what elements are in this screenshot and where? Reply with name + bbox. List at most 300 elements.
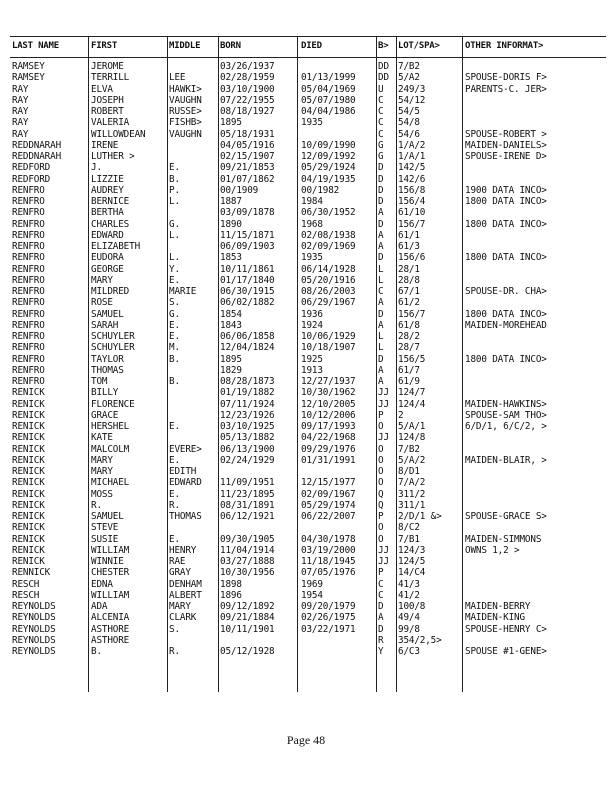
cell-first-name: AUDREY	[91, 184, 124, 196]
cell-died: 12/15/1977	[301, 477, 356, 489]
cell-b: C	[378, 128, 384, 140]
cell-last-name: RENFRO	[12, 342, 45, 354]
cell-b: C	[378, 578, 384, 590]
cell-first-name: EDWARD	[91, 229, 124, 241]
cell-born: 08/18/1927	[220, 106, 275, 117]
cell-last-name: RENFRO	[12, 218, 45, 230]
cell-first-name: JOSEPH	[91, 94, 124, 106]
cell-b: O	[378, 466, 384, 477]
cell-died: 09/17/1993	[301, 421, 356, 432]
header-last-name: LAST NAME	[12, 41, 59, 51]
cell-born: 01/17/1840	[220, 274, 275, 286]
cell-other-info: SPOUSE-DORIS F>	[465, 72, 547, 84]
cell-middle-name: VAUGHN	[169, 94, 202, 106]
cell-b: P	[378, 409, 384, 421]
table-row	[10, 84, 606, 95]
cell-first-name: BERTHA	[91, 207, 124, 219]
cell-died: 04/04/1986	[301, 106, 356, 117]
table-row	[10, 354, 606, 365]
cell-lot: 124/3	[398, 544, 426, 556]
cell-lot: 7/B2	[398, 443, 420, 455]
cell-b: DD	[378, 72, 389, 84]
cell-born: 1854	[220, 308, 242, 320]
table-row	[10, 61, 606, 72]
cell-b: L	[378, 274, 384, 286]
cell-b: A	[378, 612, 384, 624]
cell-other-info: MAIDEN-KING	[465, 612, 525, 624]
cell-first-name: ASTHORE	[91, 623, 130, 635]
cell-lot: 156/5	[398, 353, 426, 365]
header-died: DIED	[301, 41, 322, 51]
cell-first-name: FLORENCE	[91, 398, 135, 410]
cell-other-info: 1800 DATA INCO>	[465, 252, 547, 264]
cell-first-name: MOSS	[91, 488, 113, 500]
cell-last-name: REDDNARAH	[12, 151, 62, 162]
cell-lot: 156/8	[398, 184, 426, 196]
cell-b: JJ	[378, 544, 389, 556]
cell-other-info: 1900 DATA INCO>	[465, 184, 547, 196]
cell-lot: 156/7	[398, 218, 426, 230]
cell-middle-name: MARIE	[169, 286, 197, 297]
header-lot: LOT/SPA>	[398, 41, 440, 51]
cell-lot: 28/1	[398, 263, 420, 275]
cell-middle-name: RUSSE>	[169, 106, 202, 117]
table-row	[10, 387, 606, 398]
cell-first-name: KATE	[91, 432, 113, 444]
cell-died: 1935	[301, 117, 323, 129]
cell-died: 08/26/2003	[301, 286, 356, 297]
cell-first-name: ROBERT	[91, 106, 124, 117]
cell-middle-name: L.	[169, 196, 180, 207]
cell-born: 06/02/1882	[220, 297, 275, 309]
cell-died: 03/22/1971	[301, 623, 356, 635]
cell-last-name: RAMSEY	[12, 72, 45, 84]
cell-born: 1898	[220, 578, 242, 590]
cell-middle-name: B.	[169, 173, 180, 185]
table-row	[10, 635, 606, 646]
cell-b: C	[378, 117, 384, 129]
cell-lot: 6/C3	[398, 646, 420, 657]
cell-born: 04/05/1916	[220, 139, 275, 151]
cell-lot: 142/5	[398, 162, 426, 174]
cell-middle-name: FISHB>	[169, 117, 202, 129]
cell-middle-name: L.	[169, 229, 180, 241]
cell-first-name: R.	[91, 499, 102, 511]
cell-b: Q	[378, 488, 384, 500]
cell-lot: 7/B1	[398, 533, 420, 545]
cell-middle-name: EDITH	[169, 466, 197, 477]
cell-died: 1935	[301, 252, 323, 264]
cell-b: L	[378, 263, 384, 275]
cell-last-name: RENICK	[12, 421, 45, 432]
cell-died: 1969	[301, 578, 323, 590]
header-other: OTHER INFORMAT>	[465, 41, 544, 51]
table-row	[10, 466, 606, 477]
cell-first-name: WINNIE	[91, 556, 124, 567]
cell-born: 08/28/1873	[220, 376, 275, 387]
cell-b: U	[378, 83, 384, 95]
cell-other-info: 1800 DATA INCO>	[465, 353, 547, 365]
cell-lot: 156/6	[398, 252, 426, 264]
cell-first-name: WILLOWDEAN	[91, 128, 146, 140]
cell-middle-name: EVERE>	[169, 443, 202, 455]
cell-last-name: REYNOLDS	[12, 634, 56, 646]
cell-born: 08/31/1891	[220, 499, 275, 511]
cell-lot: 14/C4	[398, 567, 426, 579]
cell-born: 11/09/1951	[220, 477, 275, 489]
cell-middle-name: S.	[169, 623, 180, 635]
cell-b: D	[378, 162, 384, 174]
cell-middle-name: B.	[169, 353, 180, 365]
cell-other-info: 1800 DATA INCO>	[465, 196, 547, 207]
cell-last-name: RENICK	[12, 443, 45, 455]
cell-last-name: RENFRO	[12, 286, 45, 297]
cell-lot: 5/A/1	[398, 421, 426, 432]
cell-died: 1936	[301, 308, 323, 320]
cell-last-name: RENICK	[12, 454, 45, 466]
cell-middle-name: LEE	[169, 72, 186, 84]
header-middle: MIDDLE	[169, 41, 201, 51]
table-row	[10, 241, 606, 252]
table-row	[10, 174, 606, 185]
table-row	[10, 342, 606, 353]
cell-lot: 67/1	[398, 286, 420, 297]
table-body	[10, 61, 606, 657]
cell-middle-name: E.	[169, 162, 180, 174]
cell-b: Y	[378, 646, 384, 657]
header-top-rule	[10, 36, 606, 37]
cell-born: 07/22/1955	[220, 94, 275, 106]
table-row	[10, 534, 606, 545]
cell-middle-name: P.	[169, 184, 180, 196]
table-row	[10, 376, 606, 387]
cell-b: G	[378, 151, 384, 162]
table-row	[10, 500, 606, 511]
cell-last-name: RENFRO	[12, 184, 45, 196]
cell-b: C	[378, 286, 384, 297]
table-row	[10, 151, 606, 162]
cell-first-name: ELIZABETH	[91, 241, 141, 252]
cell-born: 00/1909	[220, 184, 259, 196]
table-header	[10, 36, 606, 58]
cell-b: A	[378, 241, 384, 252]
cell-lot: 61/8	[398, 319, 420, 331]
cell-last-name: RENICK	[12, 556, 45, 567]
cell-b: D	[378, 173, 384, 185]
cell-other-info: PARENTS-C. JER>	[465, 83, 547, 95]
cell-middle-name: E.	[169, 488, 180, 500]
cell-lot: 61/10	[398, 207, 426, 219]
cell-first-name: SAMUEL	[91, 511, 124, 522]
cell-middle-name: R.	[169, 646, 180, 657]
cell-first-name: MARY	[91, 274, 113, 286]
cell-other-info: SPOUSE-DR. CHA>	[465, 286, 547, 297]
table-row	[10, 455, 606, 466]
cell-middle-name: E.	[169, 331, 180, 342]
cell-middle-name: E.	[169, 274, 180, 286]
cell-b: D	[378, 623, 384, 635]
cell-first-name: MARY	[91, 454, 113, 466]
cell-last-name: RENFRO	[12, 364, 45, 376]
cell-b: D	[378, 218, 384, 230]
cell-lot: 156/4	[398, 196, 426, 207]
cell-first-name: CHARLES	[91, 218, 130, 230]
cell-lot: 1/A/2	[398, 139, 426, 151]
cell-lot: 41/3	[398, 578, 420, 590]
cell-middle-name: EDWARD	[169, 477, 202, 489]
cell-middle-name: DENHAM	[169, 578, 202, 590]
cell-lot: 99/8	[398, 623, 420, 635]
cell-b: O	[378, 522, 384, 534]
cell-first-name: EUDORA	[91, 252, 124, 264]
cell-last-name: RENICK	[12, 511, 45, 522]
cell-b: D	[378, 353, 384, 365]
cell-b: O	[378, 421, 384, 432]
table-row	[10, 579, 606, 590]
cell-first-name: HERSHEL	[91, 421, 130, 432]
cell-died: 02/26/1975	[301, 612, 356, 624]
cell-last-name: RAY	[12, 117, 29, 129]
cell-lot: 249/3	[398, 83, 426, 95]
cell-first-name: GEORGE	[91, 263, 124, 275]
cell-lot: 28/2	[398, 331, 420, 342]
cell-born: 1829	[220, 364, 242, 376]
cell-first-name: ASTHORE	[91, 634, 130, 646]
cell-died: 1913	[301, 364, 323, 376]
cell-other-info: MAIDEN-SIMMONS	[465, 533, 542, 545]
cell-b: A	[378, 319, 384, 331]
cell-b: C	[378, 106, 384, 117]
cell-other-info: SPOUSE-IRENE D>	[465, 151, 547, 162]
cell-first-name: ADA	[91, 601, 108, 612]
table-row	[10, 399, 606, 410]
cell-other-info: 1800 DATA INCO>	[465, 308, 547, 320]
table-row	[10, 444, 606, 455]
cell-lot: 54/5	[398, 106, 420, 117]
cell-lot: 311/1	[398, 499, 426, 511]
cell-born: 01/19/1882	[220, 387, 275, 399]
cell-lot: 54/12	[398, 94, 426, 106]
cell-lot: 61/9	[398, 376, 420, 387]
cell-first-name: EDNA	[91, 578, 113, 590]
cell-lot: 28/8	[398, 274, 420, 286]
cell-lot: 61/1	[398, 229, 420, 241]
cell-died: 00/1982	[301, 184, 340, 196]
cell-other-info: SPOUSE-HENRY C>	[465, 623, 547, 635]
cell-first-name: LIZZIE	[91, 173, 124, 185]
cell-died: 10/12/2006	[301, 409, 356, 421]
cell-died: 05/20/1916	[301, 274, 356, 286]
cell-last-name: RENICK	[12, 432, 45, 444]
table-row	[10, 219, 606, 230]
cell-first-name: SUSIE	[91, 533, 119, 545]
cell-b: JJ	[378, 387, 389, 399]
cell-last-name: RENFRO	[12, 196, 45, 207]
cell-other-info: SPOUSE-ROBERT >	[465, 128, 547, 140]
table-row	[10, 95, 606, 106]
cell-first-name: CHESTER	[91, 567, 130, 579]
table-row	[10, 646, 606, 657]
cell-b: R	[378, 634, 384, 646]
cell-born: 03/09/1878	[220, 207, 275, 219]
cell-lot: 100/8	[398, 601, 426, 612]
cell-born: 03/10/1900	[220, 83, 275, 95]
cell-last-name: RENFRO	[12, 376, 45, 387]
cell-first-name: SCHUYLER	[91, 331, 135, 342]
table-row	[10, 331, 606, 342]
cell-born: 09/21/1853	[220, 162, 275, 174]
cell-born: 1843	[220, 319, 242, 331]
cell-middle-name: ALBERT	[169, 589, 202, 601]
table-row	[10, 264, 606, 275]
cell-middle-name: E.	[169, 533, 180, 545]
cell-b: D	[378, 252, 384, 264]
table-row	[10, 612, 606, 623]
table-row	[10, 601, 606, 612]
table-row	[10, 196, 606, 207]
cell-middle-name: Y.	[169, 263, 180, 275]
cell-middle-name: RAE	[169, 556, 186, 567]
cell-born: 10/11/1861	[220, 263, 275, 275]
cell-died: 04/30/1978	[301, 533, 356, 545]
cell-b: O	[378, 533, 384, 545]
cell-first-name: TOM	[91, 376, 108, 387]
cell-first-name: IRENE	[91, 139, 119, 151]
table-row	[10, 230, 606, 241]
cell-first-name: B.	[91, 646, 102, 657]
cell-middle-name: GRAY	[169, 567, 191, 579]
cell-last-name: REYNOLDS	[12, 601, 56, 612]
cell-lot: 41/2	[398, 589, 420, 601]
cell-lot: 8/D1	[398, 466, 420, 477]
cell-middle-name: CLARK	[169, 612, 197, 624]
cell-died: 12/10/2005	[301, 398, 356, 410]
cell-born: 06/12/1921	[220, 511, 275, 522]
cell-middle-name: B.	[169, 376, 180, 387]
cell-b: A	[378, 229, 384, 241]
cell-last-name: RENFRO	[12, 353, 45, 365]
cell-b: A	[378, 376, 384, 387]
table-row	[10, 522, 606, 533]
cell-lot: 61/7	[398, 364, 420, 376]
cell-first-name: TERRILL	[91, 72, 130, 84]
cell-born: 06/13/1900	[220, 443, 275, 455]
cell-born: 10/11/1901	[220, 623, 275, 635]
cell-last-name: RENFRO	[12, 319, 45, 331]
cell-born: 11/04/1914	[220, 544, 275, 556]
cell-last-name: REYNOLDS	[12, 612, 56, 624]
cell-born: 12/23/1926	[220, 409, 275, 421]
cell-died: 02/09/1969	[301, 241, 356, 252]
cell-lot: 142/6	[398, 173, 426, 185]
cell-lot: 28/7	[398, 342, 420, 354]
cell-last-name: REDDNARAH	[12, 139, 62, 151]
cell-b: O	[378, 454, 384, 466]
cell-died: 10/30/1962	[301, 387, 356, 399]
cell-died: 05/29/1924	[301, 162, 356, 174]
cell-other-info: MAIDEN-BERRY	[465, 601, 531, 612]
cell-other-info: MAIDEN-DANIELS>	[465, 139, 547, 151]
cell-last-name: RENICK	[12, 544, 45, 556]
cell-last-name: RENFRO	[12, 297, 45, 309]
table-row	[10, 489, 606, 500]
cell-first-name: BERNICE	[91, 196, 130, 207]
cell-lot: 5/A2	[398, 72, 420, 84]
cell-born: 05/13/1882	[220, 432, 275, 444]
cell-died: 1968	[301, 218, 323, 230]
cell-last-name: RENFRO	[12, 274, 45, 286]
cell-born: 07/11/1924	[220, 398, 275, 410]
cell-born: 02/28/1959	[220, 72, 275, 84]
cell-died: 10/18/1907	[301, 342, 356, 354]
cell-died: 02/08/1938	[301, 229, 356, 241]
cell-last-name: REYNOLDS	[12, 623, 56, 635]
cell-first-name: ROSE	[91, 297, 113, 309]
cell-b: JJ	[378, 398, 389, 410]
cell-lot: 1/A/1	[398, 151, 426, 162]
cell-b: D	[378, 184, 384, 196]
cell-born: 1853	[220, 252, 242, 264]
cell-last-name: RENICK	[12, 409, 45, 421]
table-row	[10, 286, 606, 297]
cell-lot: 8/C2	[398, 522, 420, 534]
cell-last-name: RENFRO	[12, 241, 45, 252]
cell-last-name: REYNOLDS	[12, 646, 56, 657]
cell-lot: 7/A/2	[398, 477, 426, 489]
cell-born: 03/27/1888	[220, 556, 275, 567]
cell-b: Q	[378, 499, 384, 511]
cell-died: 09/29/1976	[301, 443, 356, 455]
cell-middle-name: R.	[169, 499, 180, 511]
cell-born: 1896	[220, 589, 242, 601]
cell-first-name: ELVA	[91, 83, 113, 95]
cell-first-name: SCHUYLER	[91, 342, 135, 354]
cell-born: 02/24/1929	[220, 454, 275, 466]
cell-other-info: 6/D/1, 6/C/2, >	[465, 421, 547, 432]
cell-last-name: RENICK	[12, 466, 45, 477]
cell-died: 12/09/1992	[301, 151, 356, 162]
cell-b: O	[378, 477, 384, 489]
header-b: B>	[378, 41, 389, 51]
cell-died: 10/09/1990	[301, 139, 356, 151]
table-row	[10, 567, 606, 578]
cell-b: P	[378, 567, 384, 579]
table-row	[10, 421, 606, 432]
cell-lot: 61/3	[398, 241, 420, 252]
cell-lot: 7/B2	[398, 61, 420, 72]
cell-born: 06/06/1858	[220, 331, 275, 342]
header-first: FIRST	[91, 41, 118, 51]
cell-last-name: RENICK	[12, 533, 45, 545]
cell-first-name: LUTHER >	[91, 151, 135, 162]
table-row	[10, 252, 606, 263]
table-row	[10, 556, 606, 567]
cell-born: 11/15/1871	[220, 229, 275, 241]
cell-middle-name: G.	[169, 218, 180, 230]
cell-died: 05/07/1980	[301, 94, 356, 106]
cell-born: 03/26/1937	[220, 61, 275, 72]
cell-first-name: MARY	[91, 466, 113, 477]
cell-last-name: RENICK	[12, 398, 45, 410]
table-row	[10, 140, 606, 151]
cell-middle-name: E.	[169, 454, 180, 466]
cell-middle-name: E.	[169, 421, 180, 432]
cell-first-name: J.	[91, 162, 102, 174]
cell-died: 02/09/1967	[301, 488, 356, 500]
cell-first-name: MILDRED	[91, 286, 130, 297]
cell-lot: 2	[398, 409, 404, 421]
cell-born: 11/23/1895	[220, 488, 275, 500]
